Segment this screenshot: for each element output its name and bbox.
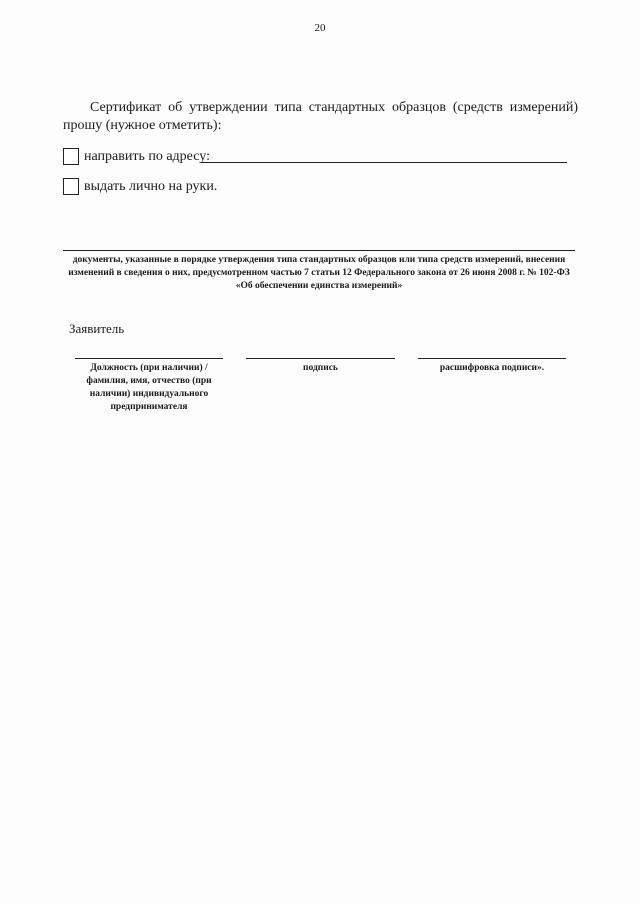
address-input-line[interactable] [201,162,567,163]
certificate-request-text: Сертификат об утверждении типа стандартных образцов (средств измерений) прошу (нужное отметить): [63,100,578,133]
send-by-address-label: направить по адресу: [84,149,210,164]
signature-transcript-caption: расшифровка подписи». [439,363,545,373]
signature-field[interactable] [246,358,395,375]
send-by-address-checkbox[interactable] [63,148,79,165]
position-name-field[interactable] [75,358,223,414]
signature-transcript-field[interactable] [418,358,566,375]
page-number: 20 [314,22,326,34]
position-name-caption: Должность (при наличии) / фамилия, имя, отчество (при наличии) индивидуального предпринимателя [86,363,212,412]
hand-over-checkbox[interactable] [63,178,79,195]
signature-caption: подпись [303,363,338,373]
option-hand-over[interactable] [63,178,263,198]
applicant-label: Заявитель [69,321,125,336]
option-send-by-address[interactable] [63,148,573,168]
documents-note: документы, указанные в порядке утверждения типа стандартных образцов или типа средств измерений, внесения изменений в сведения о них, предусмотренном частью 7 статьи 12 Федерального закона от 26 июня 2008 г. № 102-ФЗ «Об обеспечении единства измерений» [68,255,570,291]
documents-input-line[interactable] [63,250,575,251]
hand-over-label: выдать лично на руки. [84,179,218,194]
